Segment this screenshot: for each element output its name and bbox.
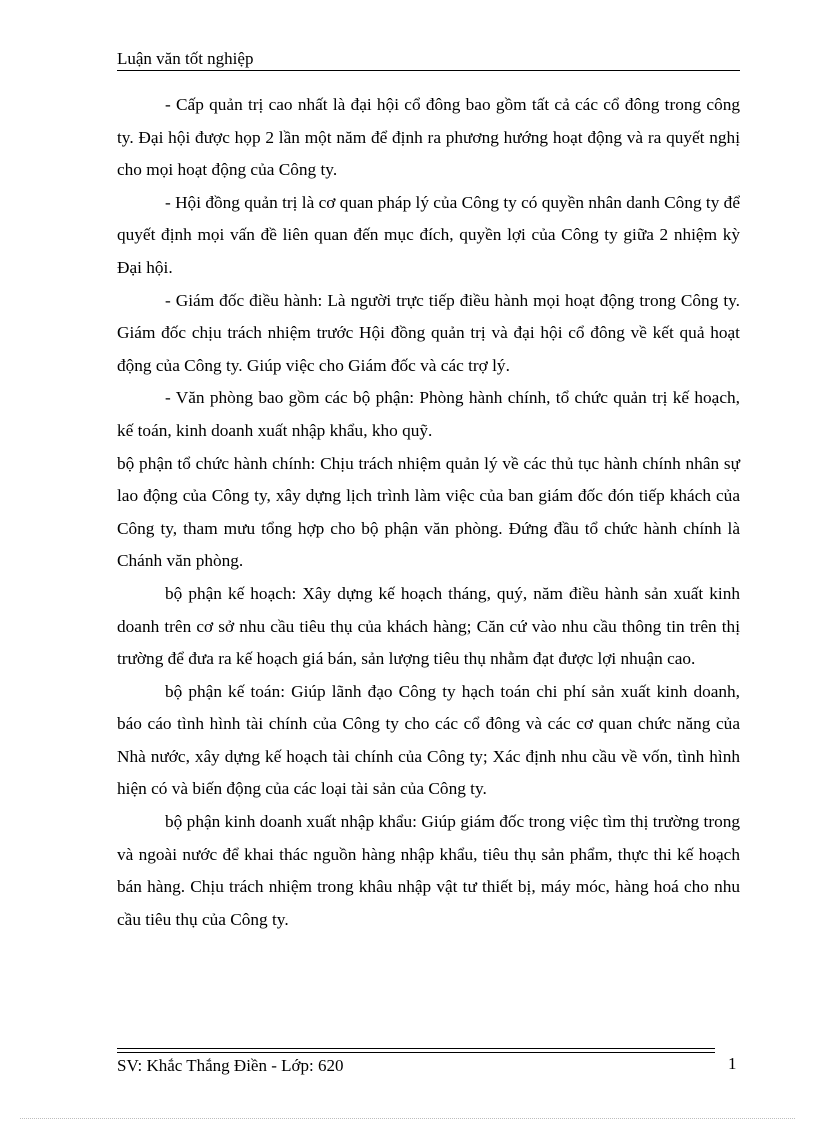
paragraph-admin-department: bộ phận tổ chức hành chính: Chịu trách nhiệm quản lý về các thủ tục hành chính nhân sự lao động của Công ty, xây dựng lịch trình làm việc của ban giám đốc đón tiếp khách của Công ty, tham mưu tổng hợp cho bộ phận văn phòng. Đứng đầu tổ chức hành chính là Chánh văn phòng. xyxy=(117,453,740,571)
paragraph-import-export-department: bộ phận kinh doanh xuất nhập khẩu: Giúp giám đốc trong việc tìm thị trường trong và ngoài nước để khai thác nguồn hàng nhập khẩu, tiêu thụ sản phẩm, thực thi kế hoạch bán hàng. Chịu trách nhiệm trong khâu nhập vật tư thiết bị, máy móc, hàng hoá cho nhu cầu tiêu thụ của Công ty. xyxy=(117,812,740,929)
body-text xyxy=(117,89,740,936)
paragraph-shareholders-meeting: - Cấp quản trị cao nhất là đại hội cổ đông bao gồm tất cả các cổ đông trong công ty. Đại hội được họp 2 lần một năm để định ra phương hướng hoạt động và ra quyết nghị cho mọi hoạt động của Công ty. xyxy=(117,95,740,180)
running-header-title: Luận văn tốt nghiệp xyxy=(117,49,254,68)
paragraph-executive-director: - Giám đốc điều hành: Là người trực tiếp điều hành mọi hoạt động trong Công ty. Giám đốc chịu trách nhiệm trước Hội đồng quản trị và đại hội cổ đông về kết quả hoạt động của Công ty. Giúp việc cho Giám đốc và các trợ lý. xyxy=(117,290,740,375)
paragraph-accounting-department: bộ phận kế toán: Giúp lãnh đạo Công ty hạch toán chi phí sản xuất kinh doanh, báo cáo tình hình tài chính của Công ty cho các cổ đông và các cơ quan chức năng của Nhà nước, xây dựng kế hoạch tài chính của Công ty; Xác định nhu cầu về vốn, tình hình hiện có và biến động của các loại tài sản của Công ty. xyxy=(117,681,740,799)
footer-page-number: 1 xyxy=(728,1054,737,1073)
paragraph-office: - Văn phòng bao gồm các bộ phận: Phòng hành chính, tổ chức quản trị kế hoạch, kế toán, kinh doanh xuất nhập khẩu, kho quỹ. xyxy=(117,388,740,440)
paragraph-planning-department: bộ phận kế hoạch: Xây dựng kế hoạch tháng, quý, năm điều hành sản xuất kinh doanh trên cơ sở nhu cầu tiêu thụ của khách hàng; Căn cứ vào nhu cầu thông tin trên thị trường để đưa ra kế hoạch giá bán, sản lượng tiêu thụ nhằm đạt được lợi nhuận cao. xyxy=(117,583,740,669)
footer-divider-thin xyxy=(117,1048,715,1049)
footer-student-info: SV: Khắc Thắng Điền - Lớp: 620 xyxy=(117,1056,344,1075)
footer-divider-thick xyxy=(117,1052,715,1053)
page-bottom-edge xyxy=(20,1118,795,1119)
header-divider xyxy=(117,70,740,71)
paragraph-board-of-directors: - Hội đồng quản trị là cơ quan pháp lý của Công ty có quyền nhân danh Công ty để quyết định mọi vấn đề liên quan đến mục đích, quyền lợi của Công ty giữa 2 nhiệm kỳ Đại hội. xyxy=(117,192,740,277)
